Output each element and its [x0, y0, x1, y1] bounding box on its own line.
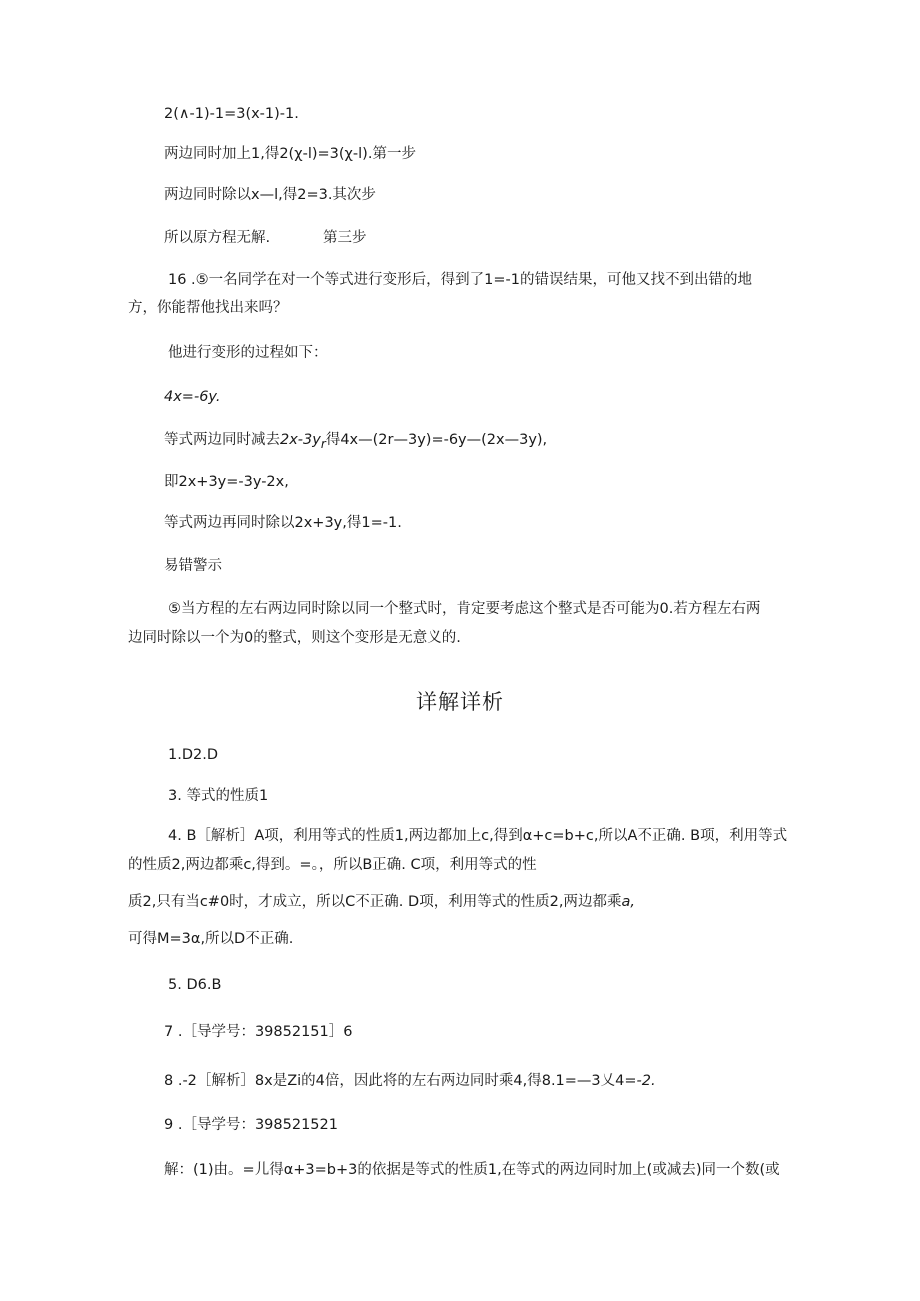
answer-4-line-1: 4. B［解析］A项，利用等式的性质1,两边都加上c,得到α+c=b+c,所以A不正确. B项，利用等式	[168, 828, 788, 844]
answer-8-text: 8 .-2［解析］8x是Zi的4倍，因此将的左右两边同时乘4,得8.1=—3乂4=	[164, 1073, 637, 1089]
answer-9: 9 .［导学号：398521521	[164, 1117, 338, 1133]
equation-4x: 4x=-6y.	[164, 389, 221, 405]
subtract-text: 等式两边同时减去	[164, 432, 280, 448]
conclusion-line: 所以原方程无解.	[164, 230, 271, 246]
answer-4-line-3-text: 质2,只有当c#0时，才成立，所以C不正确. D项，利用等式的性质2,两边都乘	[128, 894, 622, 910]
equation-line: 2(∧-1)-1=3(x-1)-1.	[164, 106, 299, 122]
question-line-2: 方，你能帮他找出来吗？	[128, 300, 288, 316]
subtract-expression: 2x-3y	[280, 432, 321, 448]
variable-a: a,	[621, 894, 636, 910]
answer-8	[164, 1071, 656, 1091]
answer-3: 3. 等式的性质1	[168, 788, 269, 804]
answer-8-result: -2.	[636, 1073, 656, 1089]
simplified-equation: 即2x+3y=-3y-2x,	[164, 474, 289, 490]
answer-7: 7 .［导学号：39852151］6	[164, 1024, 353, 1040]
process-intro: 他进行变形的过程如下：	[168, 345, 328, 361]
divide-step: 等式两边再同时除以2x+3y,得1=-1.	[164, 515, 402, 531]
question-line-1: 16 .⑤一名同学在对一个等式进行变形后，得到了1=-1的错误结果，可他又找不到出错的地	[168, 272, 752, 288]
step-one-line: 两边同时加上1,得2(χ-l)=3(χ-l).第一步	[164, 146, 416, 162]
warning-line-2: 边同时除以一个为0的整式，则这个变形是无意义的.	[128, 630, 461, 646]
warning-line-1: ⑤当方程的左右两边同时除以同一个整式时，肯定要考虑这个整式是否可能为0.若方程左右两	[168, 601, 761, 617]
subscript-r: r	[320, 436, 326, 451]
answer-4-line-4: 可得M=3α,所以D不正确.	[128, 931, 294, 947]
answer-1-2: 1.D2.D	[168, 747, 218, 763]
step-three-label: 第三步	[323, 230, 367, 246]
warning-heading: 易错警示	[164, 558, 222, 574]
answer-5-6: 5. D6.B	[168, 977, 222, 993]
answer-9-solution: 解：(1)由。=儿得α+3=b+3的依据是等式的性质1,在等式的两边同时加上(或减去)同一个数(或	[164, 1162, 780, 1178]
subtract-result: 得4x—(2r—3y)=-6y—(2x—3y),	[325, 432, 548, 448]
answer-4-line-2: 的性质2,两边都乘c,得到。=。，所以B正确. C项，利用等式的性	[128, 857, 537, 873]
section-title: 详解详析	[416, 690, 504, 714]
step-two-line: 两边同时除以x—l,得2=3.其次步	[164, 187, 376, 203]
answer-4-line-3	[128, 892, 635, 912]
subtract-step	[164, 430, 547, 454]
